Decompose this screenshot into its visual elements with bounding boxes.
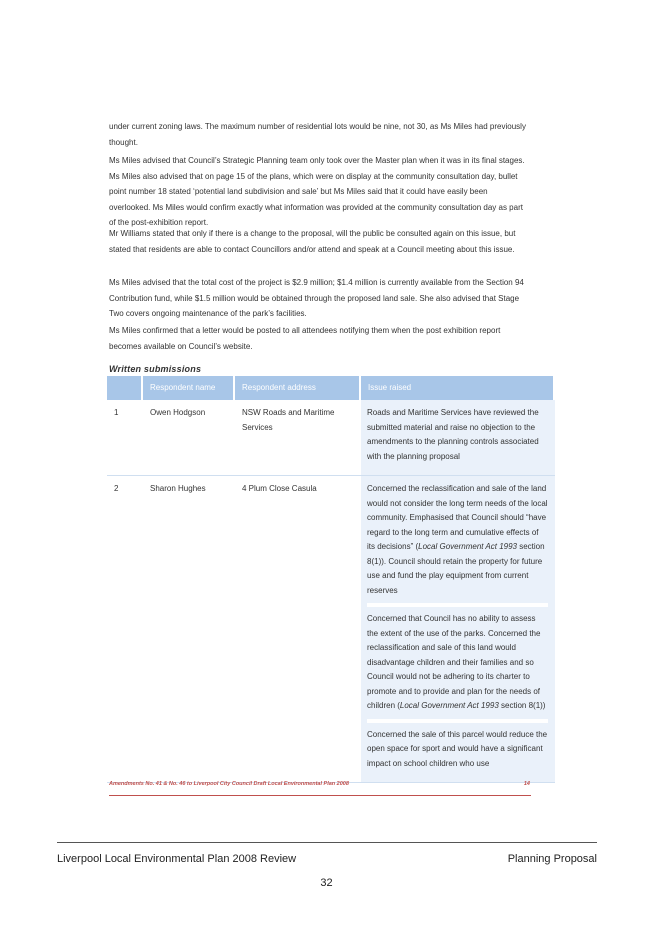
- issue-text: Concerned the sale of this parcel would reduce the open space for sport and would have a significant impact on school children who use: [367, 719, 548, 777]
- issue-text: Concerned that Council has no ability to assess the extent of the use of the parks. Concerned the reclassification and sale of this land would disadvantage children and their families and so Council would not be adhering to its charter to promote and to provide and plan for the needs of children (Local Government Act 1993 section 8(1)): [367, 603, 548, 719]
- section-heading: Written submissions: [109, 364, 202, 374]
- header-number: [107, 376, 143, 400]
- respondent-address: NSW Roads and Maritime Services: [235, 400, 361, 476]
- inner-footer-rule: [109, 795, 531, 796]
- issue-text: Roads and Maritime Services have reviewed the submitted material and raise no objection to the amendments to the planning controls associated with the planning proposal: [367, 408, 539, 461]
- header-respondent-address: Respondent address: [235, 376, 361, 400]
- footer-rule: [57, 842, 597, 843]
- paragraph-1: under current zoning laws. The maximum number of residential lots would be nine, not 30, as Ms Miles had previously thought.: [109, 122, 526, 147]
- row-number: 2: [107, 476, 143, 783]
- issue-cell: [361, 400, 555, 476]
- issue-cell: [361, 476, 555, 783]
- inner-footer: [109, 781, 530, 787]
- table-row: [107, 400, 555, 476]
- row-number: 1: [107, 400, 143, 476]
- table-row: [107, 476, 555, 783]
- paragraph-3: Mr Williams stated that only if there is a change to the proposal, will the public be consulted again on this issue, but stated that residents are able to contact Councillors and/or attend and speak at a Council meeting about this issue.: [109, 229, 516, 254]
- header-issue-raised: Issue raised: [361, 376, 555, 400]
- header-respondent-name: Respondent name: [143, 376, 235, 400]
- paragraph-5: Ms Miles confirmed that a letter would be posted to all attendees notifying them when the post exhibition report becomes available on Council’s website.: [109, 326, 501, 351]
- respondent-name: Sharon Hughes: [143, 476, 235, 783]
- respondent-address: 4 Plum Close Casula: [235, 476, 361, 783]
- submissions-table: [107, 376, 555, 783]
- issue-text: Concerned the reclassification and sale of the land would not consider the long term needs of the local community. Emphasised that Council should “have regard to the long term and cumulative effects of its decisions” (Local Government Act 1993 section 8(1)). Council should retain the property for future use and fund the play equipment from current reserves: [367, 484, 548, 595]
- footer-right: Planning Proposal: [507, 853, 597, 865]
- footer-left: Liverpool Local Environmental Plan 2008 Review: [57, 853, 297, 865]
- table-header-row: [107, 376, 555, 400]
- inner-footer-page: 14: [523, 781, 530, 787]
- paragraph-2: Ms Miles advised that Council’s Strategic Planning team only took over the Master plan when it was in its final stages. Ms Miles also advised that on page 15 of the plans, which were on display at the community consultation day, bullet point number 18 stated ‘potential land subdivision and sale’ but Ms Miles said that it could have easily been overlooked. Ms Miles would confirm exactly what information was provided at the community consultation day as part of the post-exhibition report.: [109, 156, 525, 227]
- page-number: 32: [320, 877, 333, 889]
- inner-footer-text: Amendments No. 41 & No. 46 to Liverpool City Council Draft Local Environmental Plan 2008: [109, 781, 349, 787]
- paragraph-4: Ms Miles advised that the total cost of the project is $2.9 million; $1.4 million is currently available from the Section 94 Contribution fund, while $1.5 million would be obtained through the proposed land sale. She also advised that Stage Two covers ongoing maintenance of the park’s facilities.: [109, 278, 524, 318]
- respondent-name: Owen Hodgson: [143, 400, 235, 476]
